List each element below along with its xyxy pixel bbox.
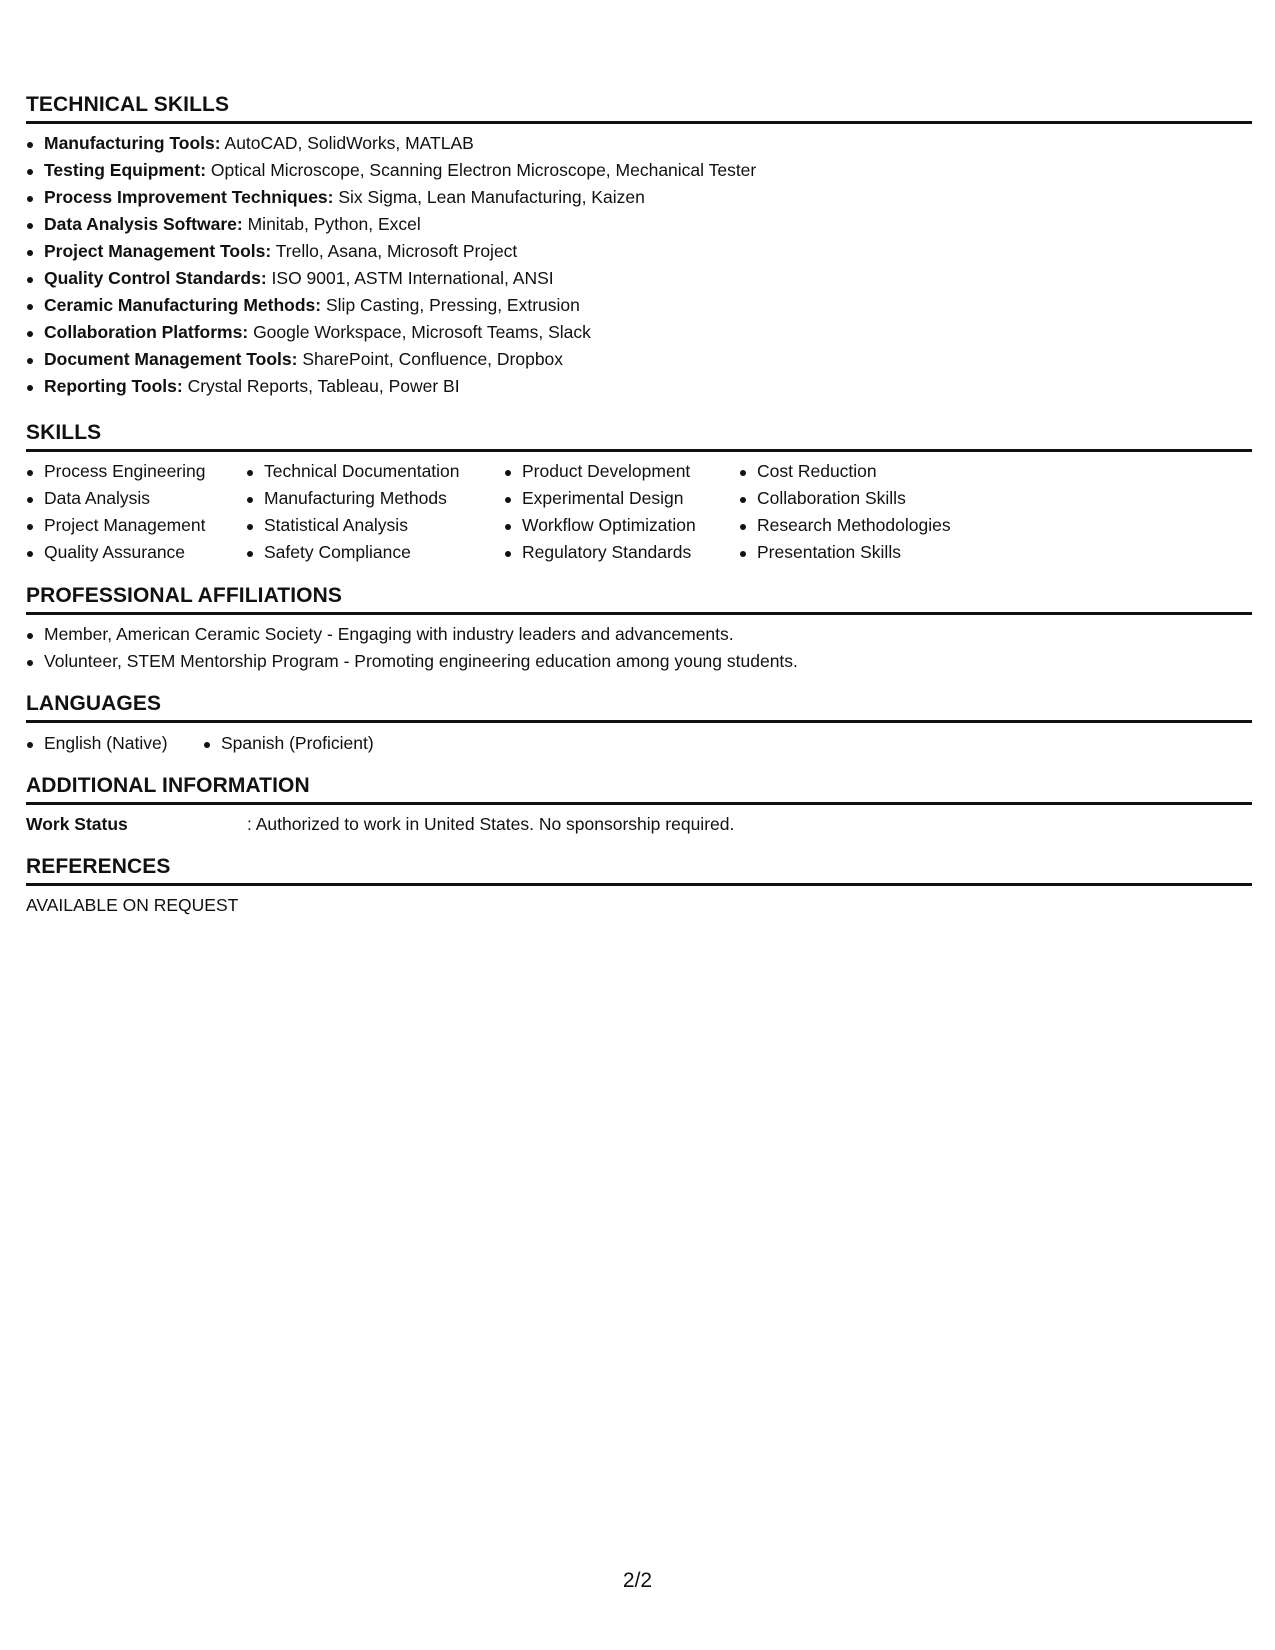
affiliations-list (26, 621, 1252, 675)
list-item: Collaboration Skills (739, 485, 999, 512)
references-text: AVAILABLE ON REQUEST (26, 895, 239, 915)
list-item (26, 238, 1252, 265)
list-item (26, 184, 1252, 211)
skill-category-value: Trello, Asana, Microsoft Project (275, 241, 518, 261)
language-group (26, 730, 203, 757)
list-item: Volunteer, STEM Mentorship Program - Promoting engineering education among young students. (26, 648, 1252, 675)
skill-category-value: Crystal Reports, Tableau, Power BI (187, 376, 460, 396)
list-item: Technical Documentation (246, 458, 504, 485)
languages-list (26, 730, 1252, 757)
skill-category-value: AutoCAD, SolidWorks, MATLAB (224, 133, 474, 153)
list-item: Product Development (504, 458, 739, 485)
references-section (26, 854, 1252, 919)
work-status-label: Work Status (26, 814, 128, 834)
work-status-value: : Authorized to work in United States. No sponsorship required. (247, 814, 735, 834)
skill-category-value: Slip Casting, Pressing, Extrusion (326, 295, 580, 315)
additional-info-section (26, 773, 1252, 838)
list-item: Experimental Design (504, 485, 739, 512)
list-item (26, 211, 1252, 238)
language-group (203, 730, 374, 757)
list-item: Quality Assurance (26, 539, 246, 566)
skills-column (739, 458, 999, 566)
skill-category-label: Reporting Tools: (44, 376, 183, 396)
technical-skills-section (26, 92, 1252, 400)
skill-category-label: Document Management Tools: (44, 349, 298, 369)
list-item (26, 265, 1252, 292)
section-title-languages: LANGUAGES (26, 691, 1252, 723)
list-item: Presentation Skills (739, 539, 999, 566)
languages-section (26, 691, 1252, 757)
technical-skills-list (26, 130, 1252, 400)
section-title-additional-info: ADDITIONAL INFORMATION (26, 773, 1252, 805)
skill-category-label: Collaboration Platforms: (44, 322, 249, 342)
section-title-skills: SKILLS (26, 420, 1252, 452)
skill-category-value: Six Sigma, Lean Manufacturing, Kaizen (338, 187, 645, 207)
section-title-technical-skills: TECHNICAL SKILLS (26, 92, 1252, 124)
skills-column (246, 458, 504, 566)
skill-category-value: ISO 9001, ASTM International, ANSI (271, 268, 554, 288)
section-title-references: REFERENCES (26, 854, 1252, 886)
list-item: Process Engineering (26, 458, 246, 485)
list-item: Data Analysis (26, 485, 246, 512)
list-item (26, 157, 1252, 184)
skill-category-value: SharePoint, Confluence, Dropbox (302, 349, 564, 369)
list-item: Workflow Optimization (504, 512, 739, 539)
skill-category-label: Project Management Tools: (44, 241, 272, 261)
list-item: Member, American Ceramic Society - Engaging with industry leaders and advancements. (26, 621, 1252, 648)
section-title-affiliations: PROFESSIONAL AFFILIATIONS (26, 583, 1252, 615)
affiliations-section (26, 583, 1252, 675)
skill-category-label: Process Improvement Techniques: (44, 187, 334, 207)
list-item: Statistical Analysis (246, 512, 504, 539)
list-item: Spanish (Proficient) (203, 730, 374, 757)
skill-category-label: Testing Equipment: (44, 160, 207, 180)
skill-category-value: Optical Microscope, Scanning Electron Microscope, Mechanical Tester (210, 160, 757, 180)
skills-column (504, 458, 739, 566)
skill-category-label: Ceramic Manufacturing Methods: (44, 295, 322, 315)
skills-grid (26, 458, 1252, 566)
list-item: Regulatory Standards (504, 539, 739, 566)
skill-category-value: Minitab, Python, Excel (247, 214, 421, 234)
skill-category-value: Google Workspace, Microsoft Teams, Slack (253, 322, 591, 342)
list-item: English (Native) (26, 730, 203, 757)
list-item: Safety Compliance (246, 539, 504, 566)
skill-category-label: Data Analysis Software: (44, 214, 243, 234)
page-number: 2/2 (622, 1569, 653, 1592)
list-item: Project Management (26, 512, 246, 539)
list-item (26, 346, 1252, 373)
skills-section (26, 420, 1252, 566)
skill-category-label: Manufacturing Tools: (44, 133, 221, 153)
skill-category-label: Quality Control Standards: (44, 268, 267, 288)
list-item: Cost Reduction (739, 458, 999, 485)
skills-column (26, 458, 246, 566)
list-item (26, 319, 1252, 346)
list-item (26, 130, 1252, 157)
list-item (26, 373, 1252, 400)
list-item: Manufacturing Methods (246, 485, 504, 512)
list-item (26, 292, 1252, 319)
work-status-row (26, 811, 1252, 838)
list-item: Research Methodologies (739, 512, 999, 539)
